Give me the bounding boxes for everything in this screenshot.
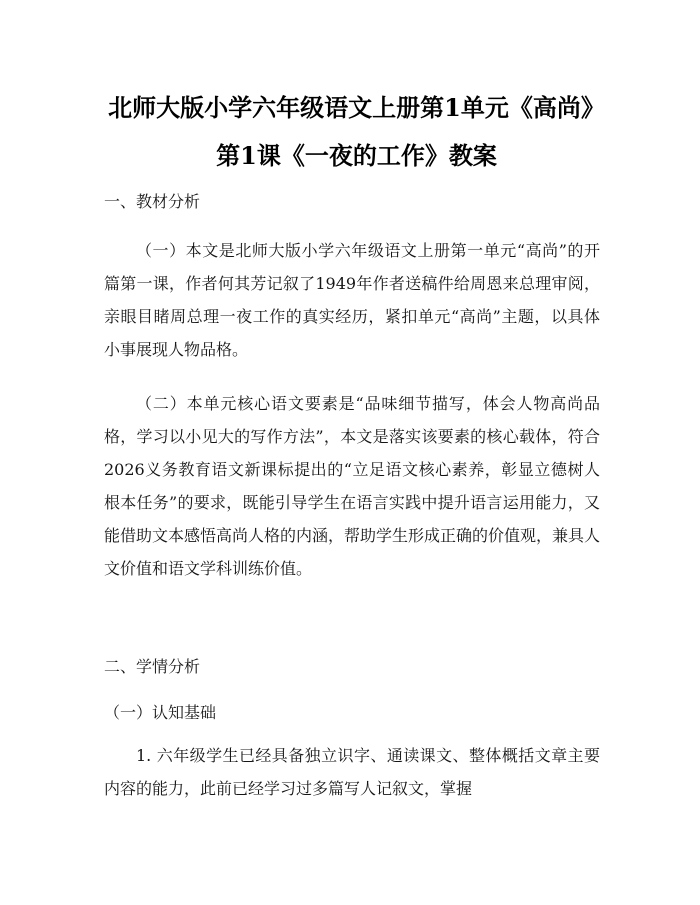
subheading-cognitive-basis: （一）认知基础 [104, 703, 217, 722]
paragraph-cognitive-1: 1. 六年级学生已经具备独立识字、通读课文、整体概括文章主要内容的能力，此前已经学习过多篇写人记叙文，掌握 [104, 746, 600, 798]
section-heading-teaching-material: 一、教材分析 [104, 192, 201, 211]
section-heading-student-analysis: 二、学情分析 [104, 657, 201, 676]
paragraph-material-1: （一）本文是北师大版小学六年级语文上册第一单元“高尚”的开篇第一课，作者何其芳记叙了1949年作者送稿件给周恩来总理审阅，亲眼目睹周总理一夜工作的真实经历，紧扣单元“高尚”主题，以具体小事展现人物品格。 [104, 241, 600, 359]
document-title: 北师大版小学六年级语文上册第1单元《高尚》第1课《一夜的工作》教案 [108, 93, 605, 170]
paragraph-material-2: （二）本单元核心语文要素是“品味细节描写，体会人物高尚品格，学习以小见大的写作方法”，本文是落实该要素的核心载体，符合2026义务教育语文新课标提出的“立足语文核心素养，彰显立德树人根本任务”的要求，既能引导学生在语言实践中提升语言运用能力，又能借助文本感悟高尚人格的内涵，帮助学生形成正确的价值观，兼具人文价值和语文学科训练价值。 [104, 394, 601, 578]
